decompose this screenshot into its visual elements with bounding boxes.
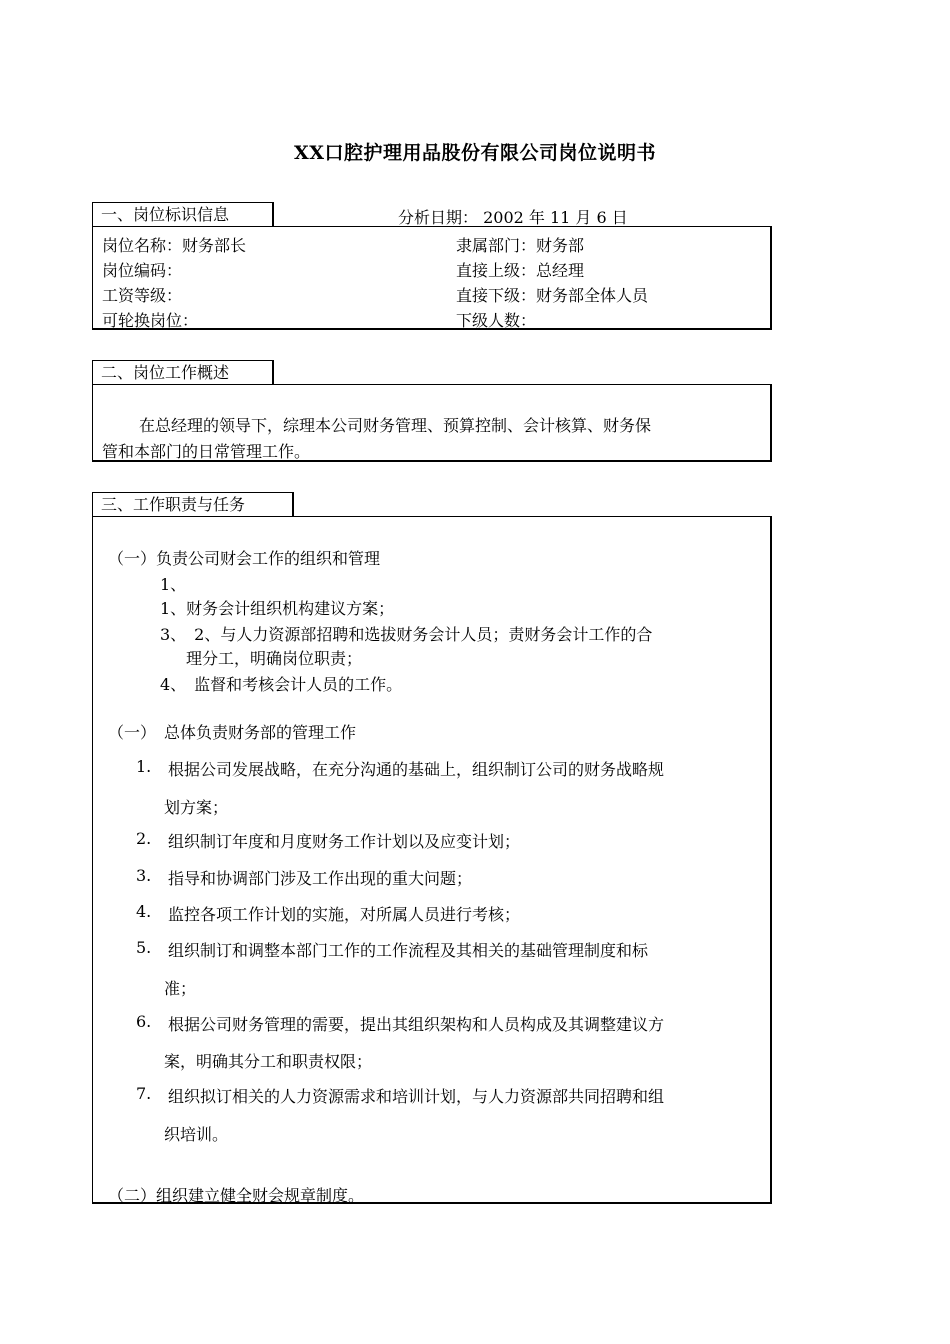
item-number: 3.	[136, 866, 152, 885]
item-number: 1.	[136, 757, 152, 776]
group1-line: 1、	[160, 575, 187, 594]
item-text-cont: 案，明确其分工和职责权限；	[164, 1052, 373, 1071]
direct-subordinates: 直接下级：财务部全体人员	[456, 286, 649, 305]
section1-tab: 一、岗位标识信息	[92, 202, 274, 226]
overview-line-1: 在总经理的领导下，综理本公司财务管理、预算控制、会计核算、财务保	[139, 416, 652, 435]
item-text: 组织制订和调整本部门工作的工作流程及其相关的基础管理制度和标	[168, 941, 649, 960]
item-number: 7.	[136, 1084, 152, 1103]
document-title: XX口腔护理用品股份有限公司岗位说明书	[294, 142, 656, 164]
group1-line: 4、 监督和考核会计人员的工作。	[160, 675, 403, 694]
item-text: 根据公司财务管理的需要，提出其组织架构和人员构成及其调整建议方	[168, 1015, 665, 1034]
item-number: 6.	[136, 1012, 152, 1031]
item-number: 5.	[136, 938, 152, 957]
subordinate-count: 下级人数：	[456, 311, 537, 330]
item-text: 根据公司发展战略，在充分沟通的基础上，组织制订公司的财务战略规	[168, 760, 665, 779]
rotatable-positions: 可轮换岗位：	[102, 311, 199, 330]
section3-tab: 三、工作职责与任务	[92, 492, 294, 516]
position-code: 岗位编码：	[102, 261, 183, 280]
item-text: 组织制订年度和月度财务工作计划以及应变计划；	[168, 832, 521, 851]
item-text-cont: 织培训。	[164, 1125, 229, 1144]
item-text: 监控各项工作计划的实施，对所属人员进行考核；	[168, 905, 521, 924]
item-number: 4.	[136, 902, 152, 921]
group1-line: 3、 2、与人力资源部招聘和选拔财务会计人员；责财务会计工作的合	[160, 625, 653, 644]
group1-line: 1、财务会计组织机构建议方案；	[160, 599, 395, 618]
item-text-cont: 准；	[164, 979, 197, 998]
section2-tab: 二、岗位工作概述	[92, 360, 274, 384]
direct-superior: 直接上级：总经理	[456, 261, 585, 280]
item-text: 指导和协调部门涉及工作出现的重大问题；	[168, 869, 473, 888]
item-number: 2.	[136, 829, 152, 848]
salary-grade: 工资等级：	[102, 286, 183, 305]
department: 隶属部门：财务部	[456, 236, 585, 255]
analysis-date: 分析日期： 2002 年 11 月 6 日	[398, 208, 628, 227]
overview-line-2: 管和本部门的日常管理工作。	[102, 442, 311, 461]
item-text-cont: 划方案；	[164, 798, 229, 817]
group1-line: 理分工，明确岗位职责；	[186, 649, 363, 668]
position-name: 岗位名称：财务部长	[102, 236, 247, 255]
group3-heading: （二）组织建立健全财会规章制度。	[108, 1186, 365, 1205]
group2-heading: （一） 总体负责财务部的管理工作	[108, 723, 357, 742]
item-text: 组织拟订相关的人力资源需求和培训计划，与人力资源部共同招聘和组	[168, 1087, 665, 1106]
group1-heading: （一）负责公司财会工作的组织和管理	[108, 549, 381, 568]
